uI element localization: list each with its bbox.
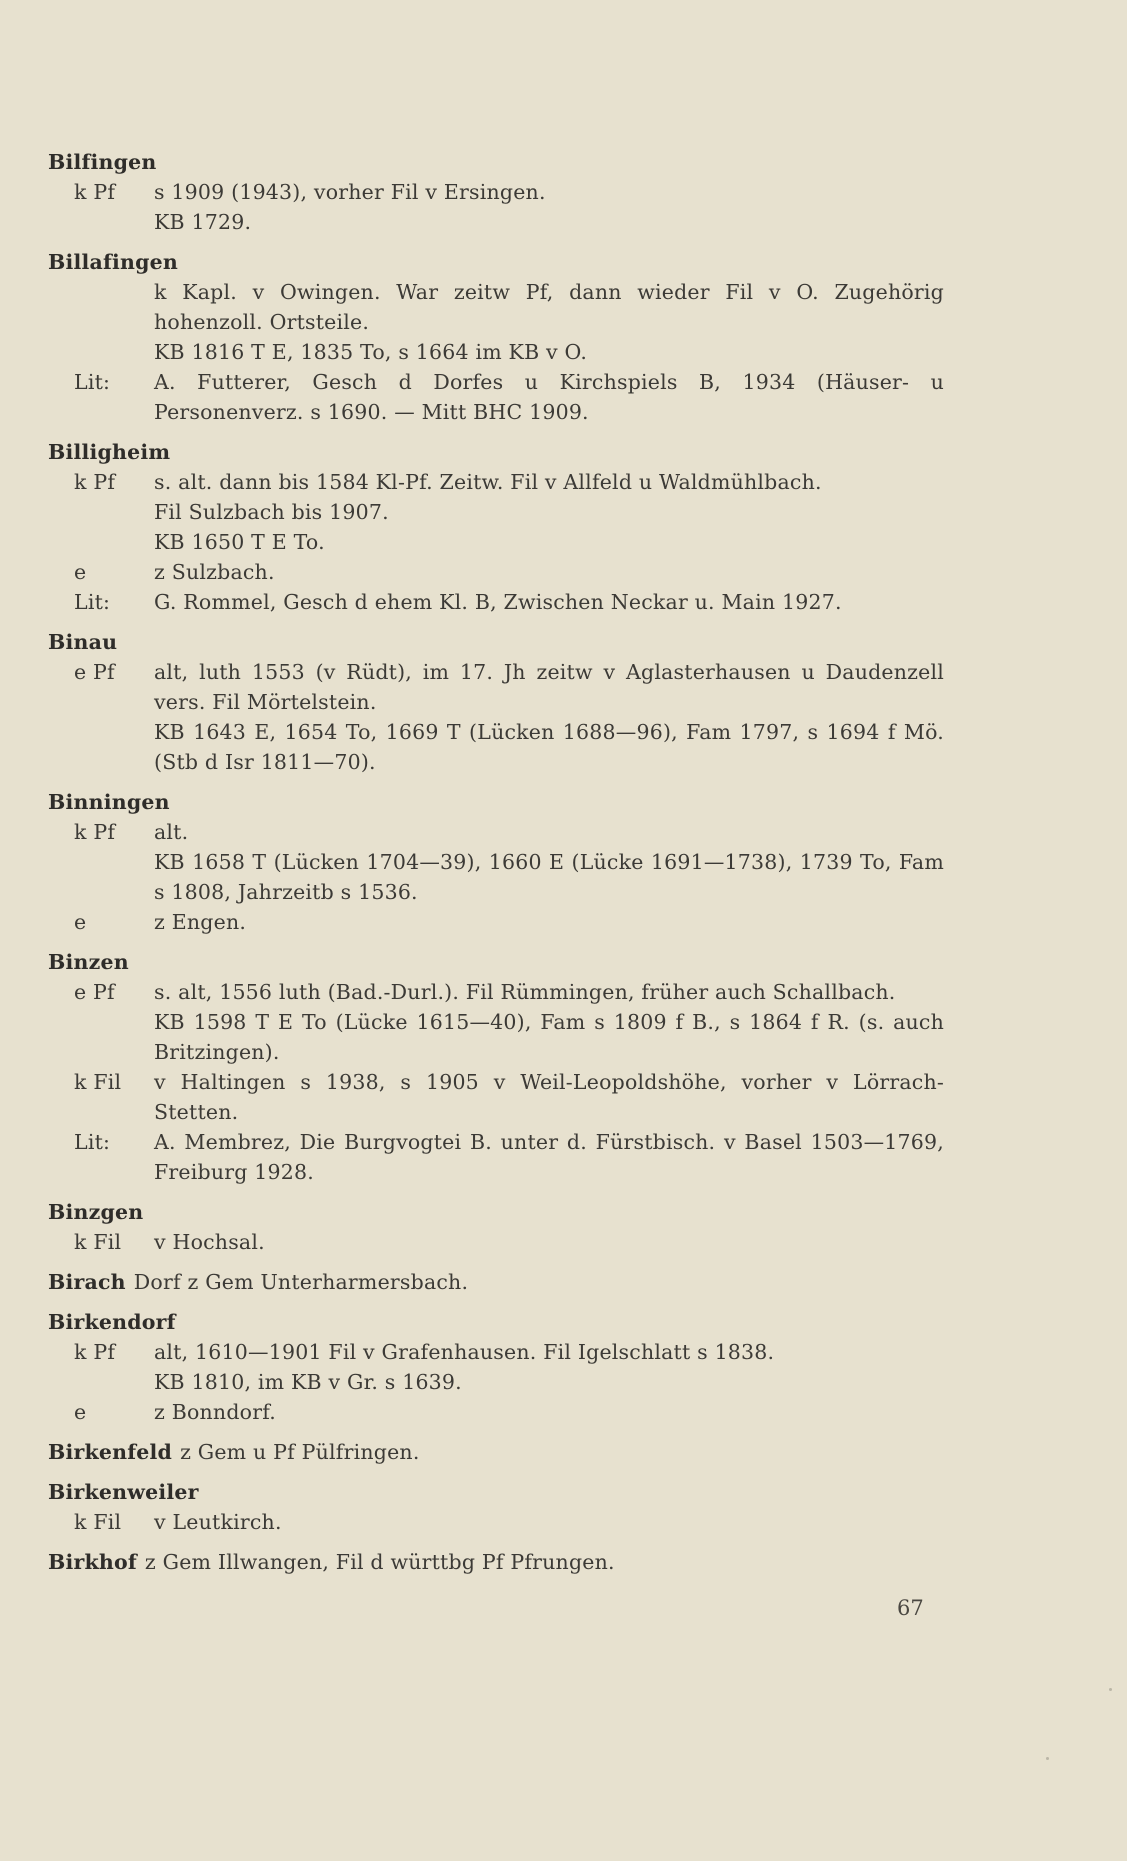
entry-row-line: v Leutkirch. — [154, 1510, 282, 1534]
entry-row-content — [154, 557, 944, 587]
entry-row-label: k Pf — [74, 1340, 116, 1364]
entry-row-line: v Hochsal. — [154, 1230, 265, 1254]
entry-row-label: e — [74, 910, 87, 934]
entry-row-line: s. alt, 1556 luth (Bad.-Durl.). Fil Rümmingen, früher auch Schallbach. — [154, 980, 896, 1004]
entry-row-line: KB 1816 T E, 1835 To, s 1664 im KB v O. — [154, 340, 588, 364]
entry-row-label: e Pf — [74, 660, 115, 684]
entry-row-line: s 1909 (1943), vorher Fil v Ersingen. — [154, 180, 546, 204]
entry-row — [48, 1227, 948, 1257]
entry-row-label: k Pf — [74, 470, 116, 494]
entry-row — [48, 817, 948, 907]
entry-title: Birkenfeld — [48, 1440, 173, 1464]
entry-title: Birach — [48, 1270, 126, 1294]
entry-row — [48, 977, 948, 1067]
entry-row-label: k Pf — [74, 180, 116, 204]
gazetteer-text — [48, 147, 948, 1587]
entry-row-line: v Haltingen s 1938, s 1905 v Weil-Leopoldshöhe, vorher v Lörrach-Stetten. — [154, 1070, 944, 1124]
entry-row-line: KB 1643 E, 1654 To, 1669 T (Lücken 1688—96), Fam 1797, s 1694 f Mö. (Stb d Isr 1811—70). — [154, 720, 944, 774]
entry-row-content — [154, 977, 944, 1067]
entry-row-content — [154, 1397, 944, 1427]
entry-row — [48, 1507, 948, 1537]
entry-title: Billigheim — [48, 440, 171, 464]
entry — [48, 1197, 948, 1257]
entry-row-content — [154, 277, 944, 367]
entry-row-label: k Fil — [74, 1070, 122, 1094]
entry-row-line: alt. — [154, 820, 189, 844]
entry-title: Billafingen — [48, 250, 178, 274]
entry-row-content — [154, 1507, 944, 1537]
entry-inline-text: z Gem Illwangen, Fil d württbg Pf Pfrungen. — [144, 1550, 615, 1574]
entry — [48, 247, 948, 427]
entry-row-content — [154, 817, 944, 907]
entry-row-line: KB 1810, im KB v Gr. s 1639. — [154, 1370, 462, 1394]
entry-row-label: e — [74, 560, 87, 584]
entry-row-content — [154, 1227, 944, 1257]
entry-row-line: A. Membrez, Die Burgvogtei B. unter d. Fürstbisch. v Basel 1503—1769, Freiburg 1928. — [154, 1130, 944, 1184]
entry-row-line: A. Futterer, Gesch d Dorfes u Kirchspiels B, 1934 (Häuser- u Personenverz. s 1690. — Mitt BHC 1909. — [154, 370, 944, 424]
entry-row-line: G. Rommel, Gesch d ehem Kl. B, Zwischen Neckar u. Main 1927. — [154, 590, 842, 614]
entry-title: Binningen — [48, 790, 170, 814]
entry — [48, 1267, 948, 1297]
entry — [48, 147, 948, 237]
entry-row-line: Fil Sulzbach bis 1907. — [154, 500, 389, 524]
entry-row — [48, 907, 948, 937]
entry-title: Bilfingen — [48, 150, 157, 174]
entry-title: Birkenweiler — [48, 1480, 199, 1504]
entry-row — [48, 657, 948, 777]
entry-row-label: k Fil — [74, 1510, 122, 1534]
entry-row — [48, 1397, 948, 1427]
entry-row-label: Lit: — [74, 1130, 111, 1154]
entry-row-label: k Fil — [74, 1230, 122, 1254]
entry-inline-text: Dorf z Gem Unterharmersbach. — [133, 1270, 469, 1294]
paper-speck — [1109, 1688, 1112, 1691]
entry-row — [48, 587, 948, 617]
entry — [48, 787, 948, 937]
entry — [48, 1547, 948, 1577]
entry-row-label: Lit: — [74, 590, 111, 614]
entry-title: Binzgen — [48, 1200, 144, 1224]
entry-row-label: Lit: — [74, 370, 111, 394]
entry-row — [48, 367, 948, 427]
paper-speck — [1046, 1757, 1049, 1760]
entry-row-content — [154, 1127, 944, 1187]
entry-row-line: z Sulzbach. — [154, 560, 275, 584]
entry-row-line: k Kapl. v Owingen. War zeitw Pf, dann wieder Fil v O. Zugehörig hohenzoll. Ortsteile. — [154, 280, 944, 334]
entry — [48, 1307, 948, 1427]
entry-title: Birkhof — [48, 1550, 137, 1574]
entry-row-content — [154, 907, 944, 937]
entry-row-line: z Engen. — [154, 910, 247, 934]
entry-row — [48, 177, 948, 237]
entry — [48, 1437, 948, 1467]
entry — [48, 1477, 948, 1537]
entry-row-content — [154, 1337, 944, 1397]
entry-title: Binzen — [48, 950, 129, 974]
entry-row-line: alt, luth 1553 (v Rüdt), im 17. Jh zeitw v Aglasterhausen u Daudenzell vers. Fil Mörtelstein. — [154, 660, 944, 714]
entry-row-line: KB 1658 T (Lücken 1704—39), 1660 E (Lücke 1691—1738), 1739 To, Fam s 1808, Jahrzeitb s 1536. — [154, 850, 944, 904]
entry-row-content — [154, 177, 944, 237]
entry — [48, 947, 948, 1187]
entry-row-content — [154, 657, 944, 777]
entry — [48, 437, 948, 617]
entry-row-content — [154, 367, 944, 427]
page-number: 67 — [897, 1596, 924, 1620]
entry-row-label: e — [74, 1400, 87, 1424]
entry-row-line: KB 1598 T E To (Lücke 1615—40), Fam s 1809 f B., s 1864 f R. (s. auch Britzingen). — [154, 1010, 944, 1064]
entry-row-content — [154, 1067, 944, 1127]
entry-row-line: KB 1650 T E To. — [154, 530, 325, 554]
entry-row — [48, 1127, 948, 1187]
entry-row — [48, 1067, 948, 1127]
entry-row-content — [154, 467, 944, 557]
entry-row — [48, 467, 948, 557]
entry-row-label: e Pf — [74, 980, 115, 1004]
entry-row — [48, 1337, 948, 1397]
entry-row-content — [154, 587, 944, 617]
entry-row-line: s. alt. dann bis 1584 Kl-Pf. Zeitw. Fil v Allfeld u Waldmühlbach. — [154, 470, 822, 494]
entry-title: Birkendorf — [48, 1310, 176, 1334]
entry-row — [48, 277, 948, 367]
entry — [48, 627, 948, 777]
entry-row-label: k Pf — [74, 820, 116, 844]
entry-inline-text: z Gem u Pf Pülfringen. — [180, 1440, 420, 1464]
entry-row — [48, 557, 948, 587]
entry-row-line: KB 1729. — [154, 210, 252, 234]
entry-row-line: z Bonndorf. — [154, 1400, 276, 1424]
entry-row-line: alt, 1610—1901 Fil v Grafenhausen. Fil Igelschlatt s 1838. — [154, 1340, 775, 1364]
entry-title: Binau — [48, 630, 118, 654]
